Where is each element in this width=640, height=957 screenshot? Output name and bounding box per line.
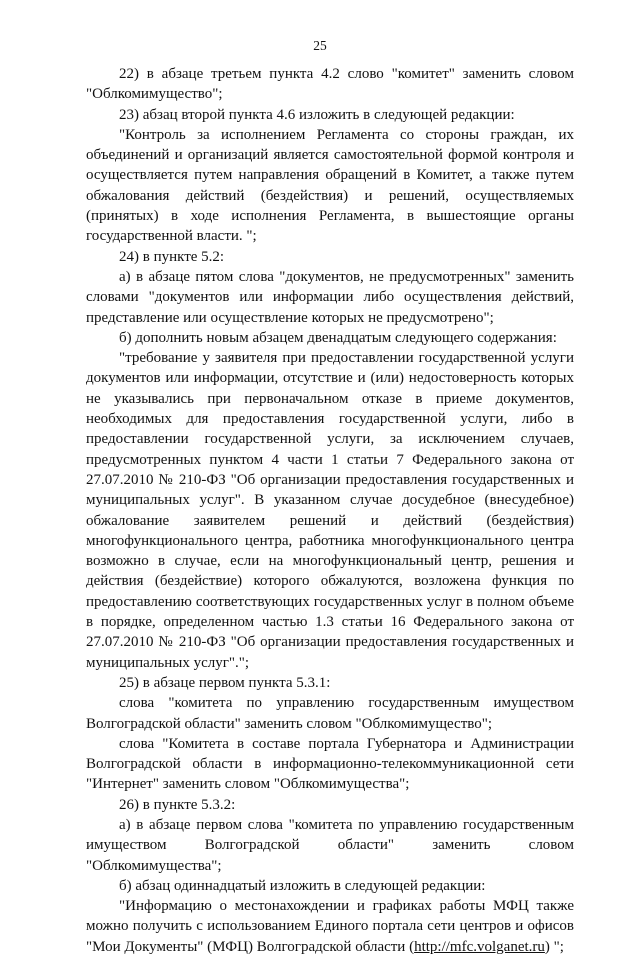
paragraph-22: 22) в абзаце третьем пункта 4.2 слово "комитет" заменить словом "Облкомимущество"; [86,66,574,103]
paragraph-23: 23) абзац второй пункта 4.6 изложить в следующей редакции: [119,106,515,123]
quote-text: "Информацию о местонахождении и графиках работы МФЦ также можно получить с использованием Единого портала сети центров и офисов "Мои Документы" (МФЦ) Волгоградской области ( [86,898,574,955]
paragraph-24: 24) в пункте 5.2: [119,248,225,265]
document-body [86,64,574,957]
paragraph-24-a: а) в абзаце пятом слова "документов, не предусмотренных" заменить словами "документов или информации либо осуществления действий, представление или осуществление которых не предусмотрено"; [86,268,574,326]
paragraph-25: 25) в абзаце первом пункта 5.3.1: [119,674,331,691]
mfc-website-link[interactable]: http://mfc.volganet.ru [414,938,545,955]
quote-tail: ) "; [544,938,564,955]
paragraph-24-b-quote: "требование у заявителя при предоставлении государственной услуги документов или информации, отсутствие и (или) недостоверность которых не указывались при первоначальном отказе в приеме документов, необходимых для предоставления государственной услуги, либо в предоставлении государственной услуги, за исключением случаев, предусмотренных пунктом 4 части 1 статьи 7 Федерального закона от 27.07.2010 № 210-ФЗ "Об организации предоставления государственных и муниципальных услуг". В указанном случае досудебное (внесудебное) обжалование заявителем решений и действий (бездействия) многофункционального центра, работника многофункционального центра возможно в случае, если на многофункциональный центр, решения и действия (бездействие) которого обжалуются, возложена функция по предоставлению соответствующих государственных услуг в полном объеме в порядке, определенном частью 1.3 статьи 16 Федерального закона от 27.07.2010 № 210-ФЗ "Об организации предоставления государственных и муниципальных услуг"."; [86,350,574,671]
paragraph-25-words-2: слова "Комитета в составе портала Губернатора и Администрации Волгоградской области в информационно-телекоммуникационной сети "Интернет" заменить словом "Облкомимущества"; [86,735,574,793]
paragraph-26-b: б) абзац одиннадцатый изложить в следующей редакции: [119,877,486,894]
paragraph-26: 26) в пункте 5.3.2: [119,796,236,813]
paragraph-25-words-1: слова "комитета по управлению государственным имуществом Волгоградской области" заменить словом "Облкомимущество"; [86,695,574,732]
page-number: 25 [313,38,327,53]
paragraph-26-b-quote [86,896,574,957]
paragraph-24-b: б) дополнить новым абзацем двенадцатым следующего содержания: [119,329,557,346]
paragraph-26-a: а) в абзаце первом слова "комитета по управлению государственным имуществом Волгоградской области" заменить словом "Облкомимущества"; [86,816,574,874]
paragraph-23-quote: "Контроль за исполнением Регламента со стороны граждан, их объединений и организаций является самостоятельной формой контроля и осуществляется путем направления обращений в Комитет, а также путем обжалования действий (бездействия) и решений, осуществляемых (принятых) в ходе исполнения Регламента, в вышестоящие органы государственной власти. "; [86,126,574,245]
